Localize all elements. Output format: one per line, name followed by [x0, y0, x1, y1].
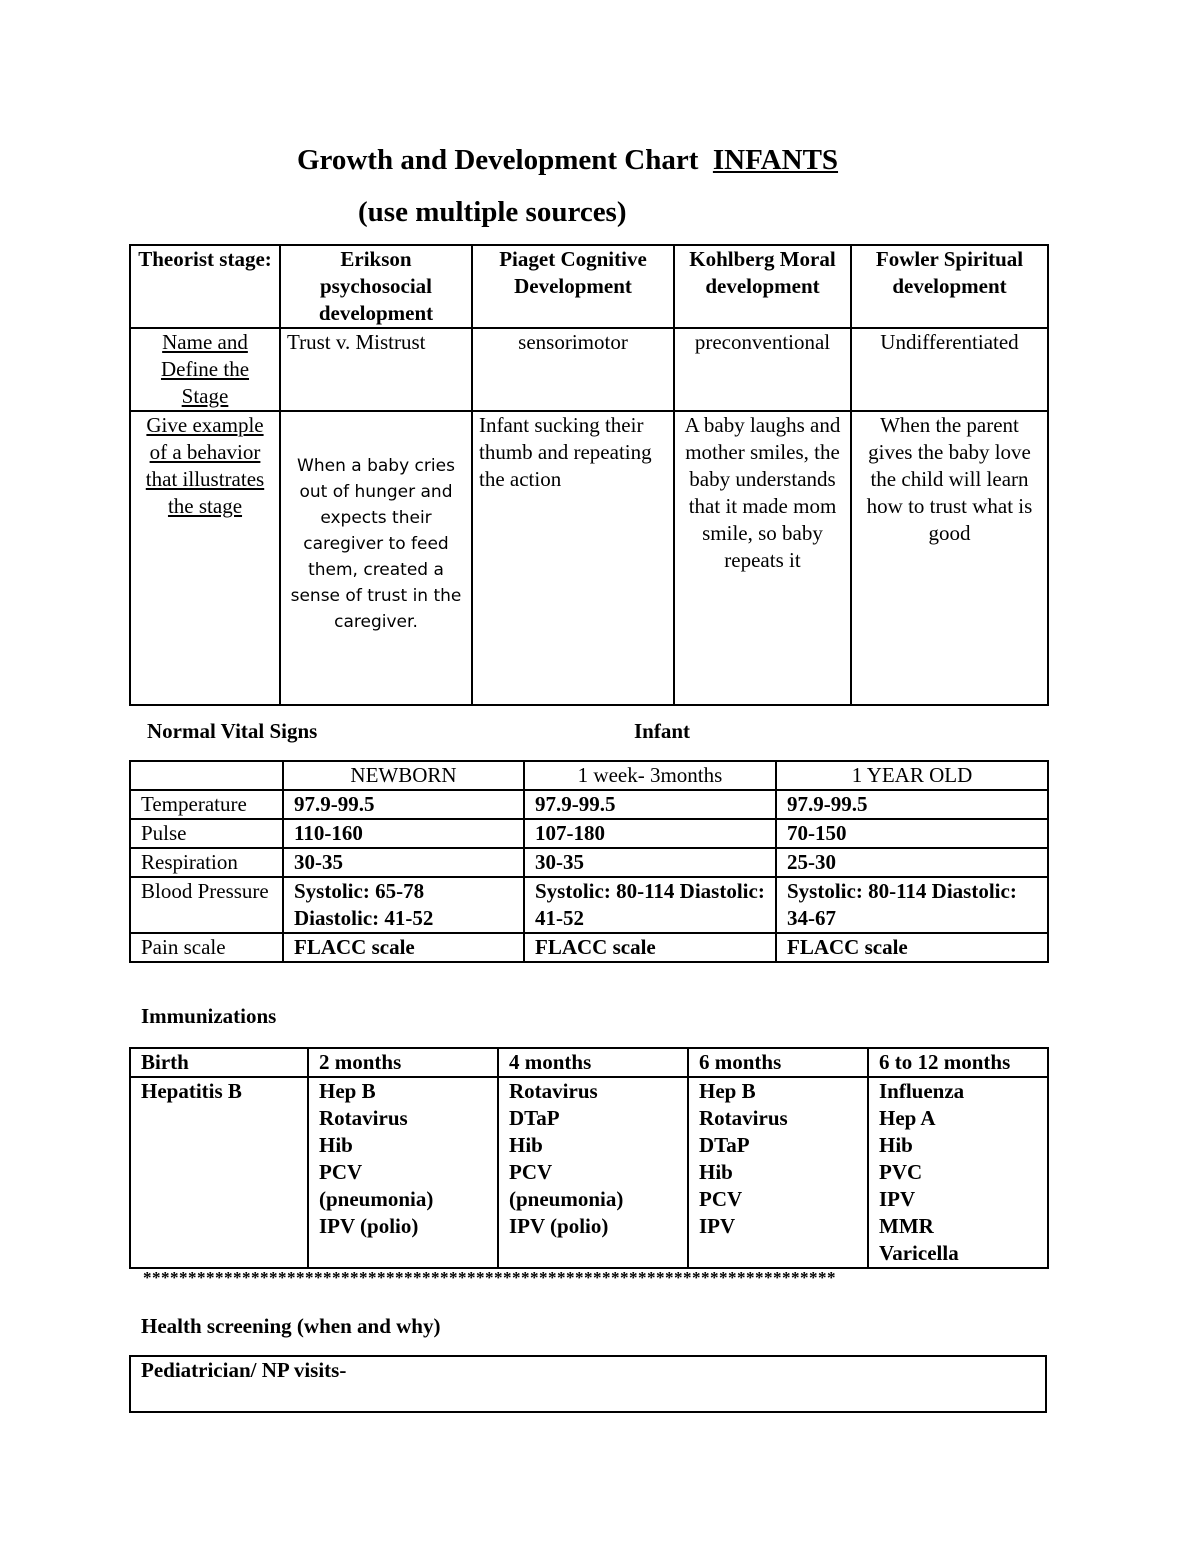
- vitals-label: Blood Pressure: [130, 877, 283, 933]
- vitals-row-respiration: [130, 848, 1048, 877]
- vitals-value: Systolic: 65-78 Diastolic: 41-52: [283, 877, 524, 933]
- vaccine-item: MMR: [879, 1214, 934, 1238]
- vaccine-item: IPV (polio): [509, 1214, 609, 1238]
- theorist-header-row: [130, 245, 1048, 328]
- vitals-table: [129, 760, 1049, 963]
- stage-row: [130, 328, 1048, 411]
- pediatrician-visits-cell: Pediatrician/ NP visits-: [130, 1356, 1046, 1412]
- vitals-heading: Normal Vital Signs: [147, 719, 318, 743]
- vaccine-item: Rotavirus: [509, 1079, 598, 1103]
- vaccine-item: Hib: [319, 1133, 353, 1157]
- screening-row: [130, 1356, 1046, 1412]
- vitals-value: 25-30: [776, 848, 1048, 877]
- vitals-value: 97.9-99.5: [283, 790, 524, 819]
- immunizations-heading: Immunizations: [141, 1004, 277, 1028]
- screening-heading: Health screening (when and why): [141, 1314, 441, 1338]
- imm-cell-4-months: [498, 1077, 688, 1268]
- vitals-heading-infant: Infant: [634, 719, 691, 743]
- vaccine-item: PVC: [879, 1160, 923, 1184]
- example-erikson: When a baby cries out of hunger and expects their caregiver to feed them, created a sense of trust in the caregiver.: [280, 411, 472, 705]
- imm-cell-birth: [130, 1077, 308, 1268]
- vitals-header-week: 1 week- 3months: [524, 761, 776, 790]
- imm-header-4-months: 4 months: [498, 1048, 688, 1077]
- vaccine-item: (pneumonia): [319, 1187, 434, 1211]
- example-row: [130, 411, 1048, 705]
- imm-header-birth: Birth: [130, 1048, 308, 1077]
- vaccine-item: Influenza: [879, 1079, 965, 1103]
- vaccine-item: Rotavirus: [319, 1106, 408, 1130]
- vitals-header-row: [130, 761, 1048, 790]
- asterisk-divider: *****************************************************************************: [143, 1268, 836, 1287]
- vaccine-item: Hib: [509, 1133, 543, 1157]
- imm-cell-6-to-12-months: [868, 1077, 1048, 1268]
- imm-header-6-months: 6 months: [688, 1048, 868, 1077]
- vitals-value: FLACC scale: [776, 933, 1048, 962]
- vitals-row-pain-scale: [130, 933, 1048, 962]
- header-theorist: Theorist stage:: [130, 245, 280, 328]
- stage-row-label: Name and Define the Stage: [130, 328, 280, 411]
- vitals-value: 70-150: [776, 819, 1048, 848]
- vaccine-item: DTaP: [699, 1133, 750, 1157]
- vitals-row-blood-pressure: [130, 877, 1048, 933]
- imm-cell-2-months: [308, 1077, 498, 1268]
- vitals-label: Pain scale: [130, 933, 283, 962]
- title-main: Growth and Development Chart: [296, 144, 699, 176]
- header-fowler: Fowler Spiritual development: [851, 245, 1048, 328]
- vaccine-item: PCV: [319, 1160, 363, 1184]
- vitals-value: 110-160: [283, 819, 524, 848]
- vitals-value: 97.9-99.5: [524, 790, 776, 819]
- example-kohlberg: A baby laughs and mother smiles, the baby understands that it made mom smile, so baby repeats it: [674, 411, 851, 705]
- immunizations-header-row: [130, 1048, 1048, 1077]
- stage-piaget: sensorimotor: [472, 328, 674, 411]
- vaccine-item: Hepatitis B: [141, 1079, 242, 1103]
- vitals-label: Respiration: [130, 848, 283, 877]
- vitals-header-newborn: NEWBORN: [283, 761, 524, 790]
- vaccine-item: DTaP: [509, 1106, 560, 1130]
- imm-header-6-to-12-months: 6 to 12 months: [868, 1048, 1048, 1077]
- vitals-value: 107-180: [524, 819, 776, 848]
- vitals-header-blank: [130, 761, 283, 790]
- imm-cell-6-months: [688, 1077, 868, 1268]
- stage-erikson: Trust v. Mistrust: [280, 328, 472, 411]
- theorist-table: [129, 244, 1049, 706]
- vaccine-item: Hep A: [879, 1106, 936, 1130]
- vaccine-item: Hep B: [319, 1079, 376, 1103]
- page-subtitle: (use multiple sources): [358, 196, 627, 228]
- vaccine-item: IPV (polio): [319, 1214, 419, 1238]
- vaccine-item: PCV: [699, 1187, 743, 1211]
- vaccine-item: Hib: [879, 1133, 913, 1157]
- vitals-label: Temperature: [130, 790, 283, 819]
- vitals-row-pulse: [130, 819, 1048, 848]
- vitals-value: Systolic: 80-114 Diastolic: 41-52: [524, 877, 776, 933]
- vitals-row-temperature: [130, 790, 1048, 819]
- vaccine-item: IPV: [699, 1214, 736, 1238]
- vitals-value: 97.9-99.5: [776, 790, 1048, 819]
- vitals-value: FLACC scale: [524, 933, 776, 962]
- vitals-value: 30-35: [283, 848, 524, 877]
- vaccine-item: Rotavirus: [699, 1106, 788, 1130]
- vitals-value: Systolic: 80-114 Diastolic: 34-67: [776, 877, 1048, 933]
- immunizations-table: [129, 1047, 1049, 1269]
- vaccine-item: Hib: [699, 1160, 733, 1184]
- vaccine-item: Varicella: [879, 1241, 959, 1265]
- vitals-value: 30-35: [524, 848, 776, 877]
- vaccine-item: (pneumonia): [509, 1187, 624, 1211]
- header-piaget: Piaget Cognitive Development: [472, 245, 674, 328]
- screening-table: [129, 1355, 1047, 1413]
- example-row-label: Give example of a behavior that illustrates the stage: [130, 411, 280, 705]
- vitals-label: Pulse: [130, 819, 283, 848]
- stage-kohlberg: preconventional: [674, 328, 851, 411]
- example-piaget: Infant sucking their thumb and repeating the action: [472, 411, 674, 705]
- header-kohlberg: Kohlberg Moral development: [674, 245, 851, 328]
- vaccine-item: PCV: [509, 1160, 553, 1184]
- vaccine-item: IPV: [879, 1187, 916, 1211]
- header-erikson: Erikson psychosocial development: [280, 245, 472, 328]
- vitals-value: FLACC scale: [283, 933, 524, 962]
- vitals-header-year: 1 YEAR OLD: [776, 761, 1048, 790]
- stage-fowler: Undifferentiated: [851, 328, 1048, 411]
- vaccine-item: Hep B: [699, 1079, 756, 1103]
- immunizations-vaccine-row: [130, 1077, 1048, 1268]
- title-emphasis: INFANTS: [712, 144, 839, 176]
- imm-header-2-months: 2 months: [308, 1048, 498, 1077]
- example-fowler: When the parent gives the baby love the child will learn how to trust what is good: [851, 411, 1048, 705]
- page-title: [0, 144, 1135, 177]
